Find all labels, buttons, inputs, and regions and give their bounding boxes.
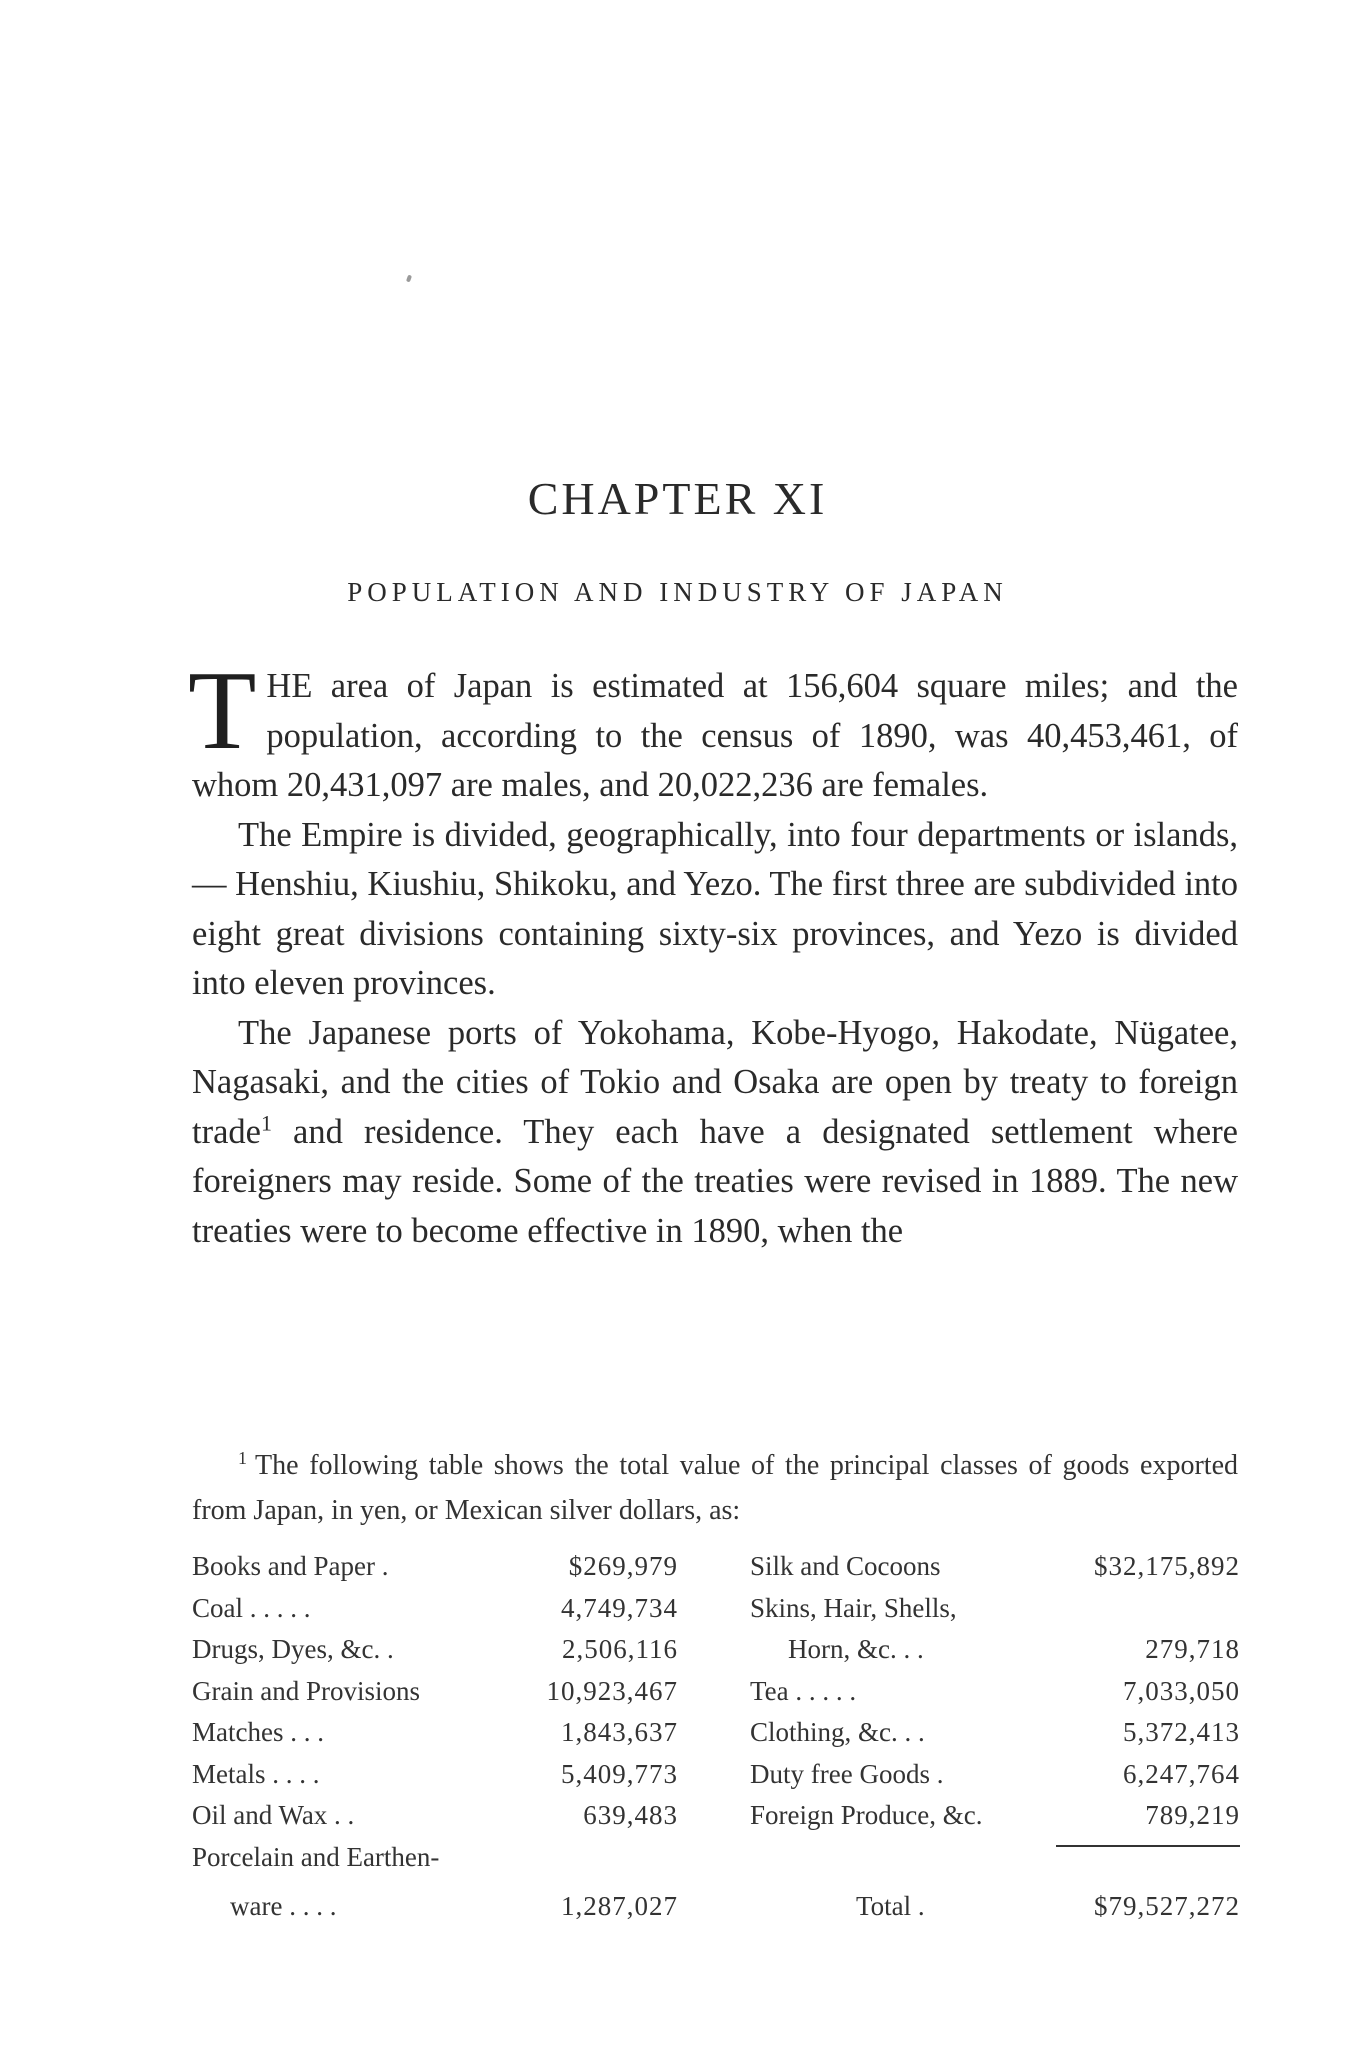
export-value: 7,033,050 <box>1123 1675 1240 1706</box>
export-name: Skins, Hair, Shells, <box>750 1592 957 1623</box>
export-value: 2,506,116 <box>562 1634 678 1664</box>
paragraph-1-text: HE area of Japan is estimated at 156,604 square miles; and the population, according to the census of 1890, was 40,453,461, of whom 20,431,097 are males, and 20,022,236 are females. <box>192 667 1238 804</box>
export-name: Grain and Provisions <box>192 1675 420 1706</box>
export-name: Oil and Wax . . <box>192 1800 355 1830</box>
footnote-reference: 1 <box>260 1110 272 1135</box>
export-value: 10,923,467 <box>546 1675 678 1706</box>
paragraph-2: The Empire is divided, geographically, into four departments or islands, — Henshiu, Kiushiu, Shikoku, and Yezo. The first three are subdivided into eight great divisions containing sixty-six provinces, and Yezo is divided into eleven provinces. <box>192 815 1238 1002</box>
table-row <box>750 1671 1240 1713</box>
export-name: Drugs, Dyes, &c. . <box>192 1634 394 1664</box>
table-row <box>750 1546 1240 1588</box>
exports-table-left <box>192 1546 678 1928</box>
table-row <box>192 1886 678 1928</box>
table-row <box>192 1837 678 1879</box>
export-name: Tea . . . . . <box>750 1675 857 1706</box>
table-row <box>192 1712 678 1754</box>
export-value: 279,718 <box>1145 1634 1240 1664</box>
paragraph-3-text-b: and residence. They each have a designated settlement where foreigners may reside. Some of the treaties were revised in 1889. The new treaties were to become effective in 1890, when the <box>192 1112 1238 1250</box>
export-name: ware . . . . <box>230 1891 337 1921</box>
export-name: Foreign Produce, &c. <box>750 1800 983 1830</box>
export-value: $269,979 <box>568 1551 678 1581</box>
paragraph-3 <box>192 1009 1238 1257</box>
footnote-marker: 1 <box>238 1447 247 1468</box>
export-value: $32,175,892 <box>1094 1551 1240 1581</box>
export-value: 1,287,027 <box>561 1891 678 1921</box>
table-row <box>750 1629 1240 1671</box>
ink-speck <box>406 275 412 283</box>
chapter-subtitle: POPULATION AND INDUSTRY OF JAPAN <box>347 577 1008 607</box>
total-label: Total . <box>856 1891 925 1921</box>
export-name: Duty free Goods . <box>750 1758 944 1789</box>
export-name: Books and Paper . <box>192 1551 389 1581</box>
export-value: 639,483 <box>583 1800 678 1830</box>
chapter-title: CHAPTER XI <box>527 473 828 524</box>
footnote <box>192 1443 1238 1533</box>
export-value: 789,219 <box>1145 1800 1240 1830</box>
table-row <box>750 1712 1240 1754</box>
table-row <box>192 1671 678 1713</box>
export-value: 6,247,764 <box>1123 1758 1240 1789</box>
drop-cap: T <box>188 649 257 773</box>
export-value: 5,409,773 <box>561 1758 678 1789</box>
export-name: Metals . . . . <box>192 1758 320 1789</box>
export-name: Porcelain and Earthen- <box>192 1841 440 1872</box>
total-rule-row <box>750 1837 1240 1879</box>
exports-table-right <box>750 1546 1240 1928</box>
body-text <box>188 649 1238 1256</box>
total-value: $79,527,272 <box>1094 1891 1240 1921</box>
table-row <box>750 1795 1240 1837</box>
export-value: 1,843,637 <box>561 1717 678 1747</box>
export-value: 4,749,734 <box>561 1592 678 1623</box>
export-name: Horn, &c. . . <box>788 1634 924 1664</box>
total-row <box>750 1886 1240 1928</box>
paragraph-3-text-a: The Japanese ports of Yokohama, Kobe-Hyogo, Hakodate, Nügatee, Nagasaki, and the cities of Tokio and Osaka are open by treaty to foreign trade <box>192 1013 1238 1151</box>
footnote-text: The following table shows the total value of the principal classes of goods exported from Japan, in yen, or Mexican silver dollars, as: <box>192 1450 1238 1526</box>
table-row <box>750 1588 1240 1630</box>
export-name: Clothing, &c. . . <box>750 1717 925 1747</box>
footnote-paragraph <box>192 1443 1238 1533</box>
table-row <box>750 1754 1240 1796</box>
table-row <box>192 1795 678 1837</box>
total-rule <box>1056 1845 1240 1847</box>
table-row <box>192 1754 678 1796</box>
table-row <box>192 1546 678 1588</box>
table-row <box>192 1629 678 1671</box>
table-row <box>192 1588 678 1630</box>
export-name: Silk and Cocoons <box>750 1551 941 1581</box>
export-name: Coal . . . . . <box>192 1592 311 1623</box>
paragraph-1 <box>188 649 1238 811</box>
export-name: Matches . . . <box>192 1717 324 1747</box>
export-value: 5,372,413 <box>1123 1717 1240 1747</box>
